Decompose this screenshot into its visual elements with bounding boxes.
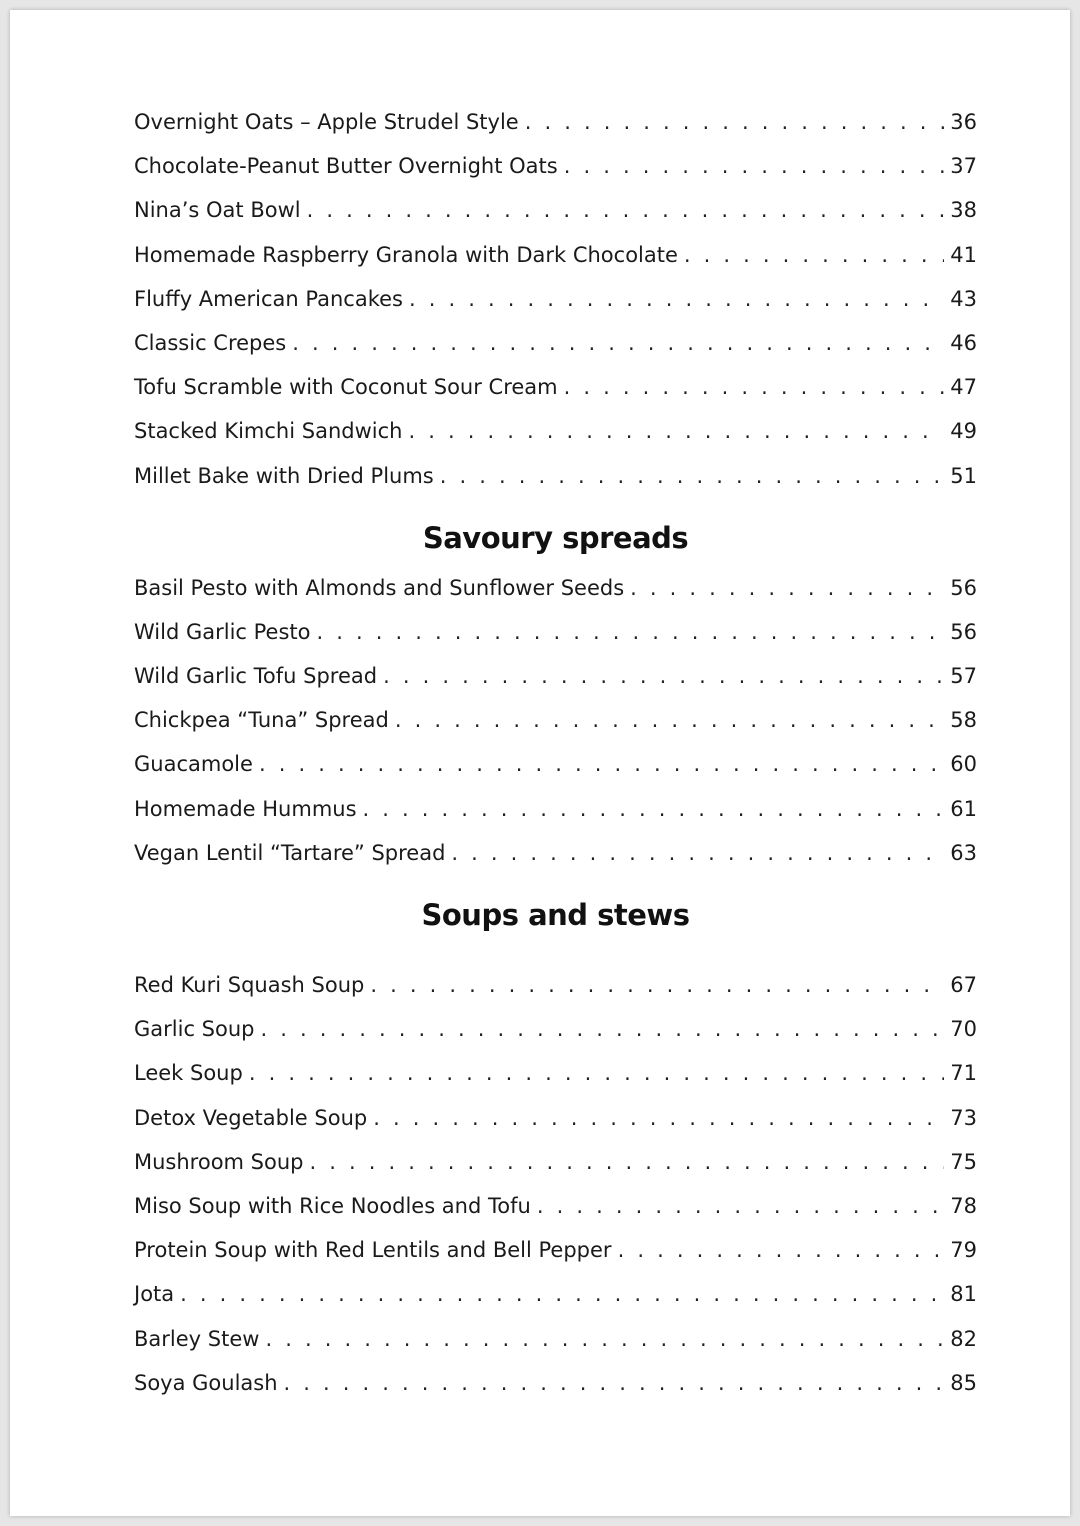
entry-page-number: 38 xyxy=(950,198,977,223)
section-heading: Savoury spreads xyxy=(422,520,689,555)
toc-entry[interactable] xyxy=(134,1007,977,1051)
entry-page-number: 37 xyxy=(950,154,977,179)
entry-page-number: 81 xyxy=(950,1282,977,1307)
entry-title: Jota xyxy=(134,1282,175,1307)
entry-page-number: 58 xyxy=(950,708,977,733)
toc-entry[interactable] xyxy=(134,409,977,453)
entry-page-number: 61 xyxy=(950,796,977,821)
dot-leader xyxy=(259,742,944,786)
dot-leader xyxy=(260,1007,944,1051)
toc-entry[interactable] xyxy=(134,1096,977,1140)
toc-section-soups-and-stews xyxy=(134,875,977,1405)
entry-title: Classic Crepes xyxy=(134,330,287,355)
toc-entry[interactable] xyxy=(134,610,977,654)
toc-entry[interactable] xyxy=(134,1140,977,1184)
entry-title: Garlic Soup xyxy=(134,1017,255,1042)
dot-leader xyxy=(249,1051,944,1095)
entry-title: Tofu Scramble with Coconut Sour Cream xyxy=(134,375,558,400)
toc-entry[interactable] xyxy=(134,566,977,610)
entry-page-number: 36 xyxy=(950,110,977,134)
entry-title: Chickpea “Tuna” Spread xyxy=(134,708,389,733)
entry-title: Protein Soup with Red Lentils and Bell Pepper xyxy=(134,1238,612,1263)
toc-entry[interactable] xyxy=(134,698,977,742)
entry-page-number: 63 xyxy=(950,840,977,865)
entry-title: Wild Garlic Pesto xyxy=(134,619,311,644)
entry-page-number: 49 xyxy=(950,419,977,444)
entry-title: Vegan Lentil “Tartare” Spread xyxy=(134,840,446,865)
entry-title: Miso Soup with Rice Noodles and Tofu xyxy=(134,1193,531,1218)
entry-page-number: 51 xyxy=(950,463,977,488)
toc-entry[interactable] xyxy=(134,1317,977,1361)
toc-entry[interactable] xyxy=(134,654,977,698)
entry-page-number: 60 xyxy=(950,752,977,777)
entry-page-number: 56 xyxy=(950,619,977,644)
toc-entry[interactable] xyxy=(134,144,977,188)
toc-entry[interactable] xyxy=(134,742,977,786)
table-of-contents xyxy=(134,100,977,1405)
toc-entry[interactable] xyxy=(134,277,977,321)
toc-entry[interactable] xyxy=(134,188,977,232)
toc-entry[interactable] xyxy=(134,454,977,498)
entry-title: Overnight Oats – Apple Strudel Style xyxy=(134,110,519,134)
dot-leader xyxy=(317,610,945,654)
dot-leader xyxy=(395,698,944,742)
entry-page-number: 47 xyxy=(950,375,977,400)
toc-entry[interactable] xyxy=(134,1051,977,1095)
dot-leader xyxy=(310,1140,945,1184)
entry-title: Fluffy American Pancakes xyxy=(134,286,403,311)
toc-entry[interactable] xyxy=(134,1184,977,1228)
entry-title: Barley Stew xyxy=(134,1326,260,1351)
toc-entry[interactable] xyxy=(134,1272,977,1316)
entry-title: Mushroom Soup xyxy=(134,1149,304,1174)
entry-page-number: 46 xyxy=(950,330,977,355)
entry-title: Red Kuri Squash Soup xyxy=(134,973,365,997)
toc-entry[interactable] xyxy=(134,321,977,365)
entry-page-number: 56 xyxy=(950,575,977,600)
entry-page-number: 85 xyxy=(950,1370,977,1395)
dot-leader xyxy=(564,365,945,409)
toc-entry[interactable] xyxy=(134,787,977,831)
entry-page-number: 71 xyxy=(950,1061,977,1086)
dot-leader xyxy=(684,233,944,277)
entry-title: Soya Goulash xyxy=(134,1370,278,1395)
dot-leader xyxy=(284,1361,945,1405)
entry-title: Chocolate-Peanut Butter Overnight Oats xyxy=(134,154,558,179)
dot-leader xyxy=(292,321,944,365)
dot-leader xyxy=(451,831,944,875)
entry-page-number: 75 xyxy=(950,1149,977,1174)
dot-leader xyxy=(630,566,944,610)
dot-leader xyxy=(265,1317,944,1361)
entry-page-number: 67 xyxy=(950,973,977,997)
entry-page-number: 41 xyxy=(950,242,977,267)
toc-entry[interactable] xyxy=(134,1228,977,1272)
toc-entry[interactable] xyxy=(134,233,977,277)
toc-entry[interactable] xyxy=(134,1361,977,1405)
dot-leader xyxy=(383,654,944,698)
dot-leader xyxy=(564,144,945,188)
entry-title: Nina’s Oat Bowl xyxy=(134,198,301,223)
entry-title: Homemade Raspberry Granola with Dark Chocolate xyxy=(134,242,678,267)
toc-entry[interactable] xyxy=(134,365,977,409)
dot-leader xyxy=(373,1096,944,1140)
entry-page-number: 43 xyxy=(950,286,977,311)
entry-page-number: 82 xyxy=(950,1326,977,1351)
entry-page-number: 78 xyxy=(950,1193,977,1218)
dot-leader xyxy=(525,100,945,144)
dot-leader xyxy=(440,454,945,498)
entry-page-number: 73 xyxy=(950,1105,977,1130)
section-heading: Soups and stews xyxy=(421,898,690,932)
dot-leader xyxy=(409,277,944,321)
entry-page-number: 57 xyxy=(950,664,977,689)
entry-title: Detox Vegetable Soup xyxy=(134,1105,368,1130)
entry-title: Wild Garlic Tofu Spread xyxy=(134,664,378,689)
entry-title: Basil Pesto with Almonds and Sunflower Seeds xyxy=(134,575,625,600)
entry-title: Leek Soup xyxy=(134,1061,243,1086)
entry-page-number: 79 xyxy=(950,1238,977,1263)
entry-title: Homemade Hummus xyxy=(134,796,357,821)
document-page xyxy=(10,10,1070,1516)
toc-section-breakfast xyxy=(134,100,977,498)
entry-title: Stacked Kimchi Sandwich xyxy=(134,419,403,444)
toc-section-savoury-spreads xyxy=(134,498,977,875)
dot-leader xyxy=(180,1272,944,1316)
toc-entry[interactable] xyxy=(134,100,977,144)
dot-leader xyxy=(370,963,944,1007)
entry-title: Guacamole xyxy=(134,752,253,777)
dot-leader xyxy=(408,409,944,453)
entry-page-number: 70 xyxy=(950,1017,977,1042)
toc-entry[interactable] xyxy=(134,963,977,1007)
toc-entry[interactable] xyxy=(134,831,977,875)
dot-leader xyxy=(537,1184,944,1228)
dot-leader xyxy=(363,787,945,831)
entry-title: Millet Bake with Dried Plums xyxy=(134,463,434,488)
dot-leader xyxy=(307,188,945,232)
dot-leader xyxy=(618,1228,945,1272)
